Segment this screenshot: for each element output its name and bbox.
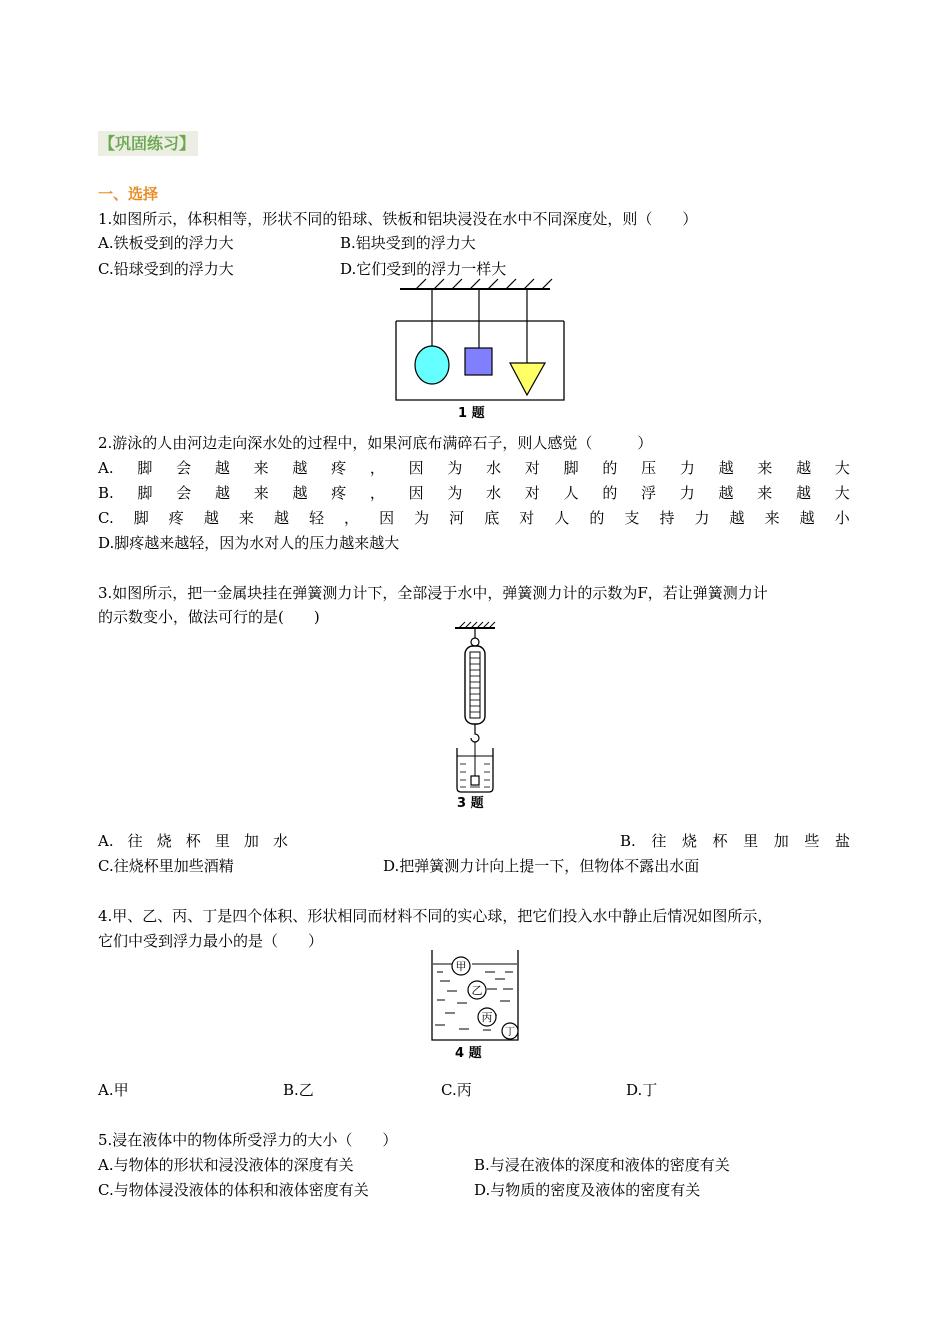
justified-char: 烧 [681,832,697,850]
q1-option-c: C.铅球受到的浮力大 [98,260,234,278]
justified-char: 往 [127,832,143,850]
justified-char: ， [369,459,385,477]
q3-stem-line2: 的示数变小，做法可行的是( ) [98,608,320,626]
justified-char: 脚 [133,509,149,527]
justified-char: 轻 [308,509,324,527]
justified-char: 疼 [331,484,347,502]
justified-char: 力 [679,459,695,477]
q1-caption: 1 题 [458,406,485,421]
justified-char: 水 [486,484,502,502]
justified-char: 支 [624,509,640,527]
justified-char: 大 [834,484,850,502]
justified-char: 往 [651,832,667,850]
justified-char: 来 [757,484,773,502]
justified-char: B. [98,484,114,502]
justified-char: 因 [408,459,424,477]
q1-option-a: A.铁板受到的浮力大 [98,234,234,252]
justified-char: B. [620,832,636,850]
justified-char: 的 [602,459,618,477]
justified-char: A. [98,832,114,850]
q4-caption: 4 题 [455,1046,482,1061]
justified-char: 对 [524,484,540,502]
q1-stem: 1.如图所示，体积相等，形状不同的铅球、铁板和铝块浸没在水中不同深度处，则（ ） [98,210,698,228]
justified-char: 越 [796,459,812,477]
q1-option-b: B.铝块受到的浮力大 [340,234,476,252]
q1-option-d: D.它们受到的浮力一样大 [340,260,507,278]
justified-char: 因 [408,484,424,502]
q3-stem-line1: 3.如图所示，把一金属块挂在弹簧测力计下，全部浸于水中，弹簧测力计的示数为F，若让弹簧测力计 [98,584,768,602]
q3-option-c: C.往烧杯里加些酒精 [98,857,234,875]
justified-char: 越 [718,459,734,477]
justified-char: 为 [447,484,463,502]
justified-char: 盐 [834,832,850,850]
q2-stem: 2.游泳的人由河边走向深水处的过程中，如果河底布满碎石子，则人感觉（ ） [98,434,653,452]
justified-char: 越 [203,509,219,527]
section-banner: 【巩固练习】 [98,131,198,156]
ball-yi-label: 乙 [471,984,483,997]
justified-char: 越 [214,484,230,502]
q4-option-d: D.丁 [626,1081,658,1099]
justified-char: 加 [243,832,259,850]
justified-char: 的 [602,484,618,502]
justified-char: 压 [641,459,657,477]
justified-char: 脚 [137,459,153,477]
justified-char: 杯 [185,832,201,850]
aluminum-cube [465,348,492,375]
justified-char: 来 [757,459,773,477]
justified-char: 为 [447,459,463,477]
q4-stem-line1: 4.甲、乙、丙、丁是四个体积、形状相同而材料不同的实心球，把它们投入水中静止后情况如图所示， [98,907,773,925]
ball-ding-label: 丁 [505,1027,515,1038]
justified-char: 为 [414,509,430,527]
justified-char: 水 [272,832,288,850]
justified-char: 疼 [331,459,347,477]
justified-char: 大 [834,459,850,477]
justified-char: ， [369,484,385,502]
justified-char: A. [98,459,114,477]
q3-caption: 3 题 [457,796,484,811]
justified-char: 水 [486,459,502,477]
lead-sphere [415,346,449,384]
q2-option-b [98,483,850,503]
justified-char: 河 [449,509,465,527]
q4-figure [425,945,525,1065]
q5-stem: 5.浸在液体中的物体所受浮力的大小（ ） [98,1131,398,1149]
justified-char: 里 [743,832,759,850]
justified-char: C. [98,509,114,527]
justified-char: 浮 [641,484,657,502]
q3-option-a [98,831,288,851]
justified-char: 会 [176,459,192,477]
justified-char: 小 [834,509,850,527]
justified-char: 来 [764,509,780,527]
q5-option-d: D.与物质的密度及液体的密度有关 [474,1181,701,1199]
justified-char: 脚 [563,459,579,477]
justified-char: 对 [519,509,535,527]
justified-char: 人 [554,509,570,527]
justified-char: 会 [176,484,192,502]
justified-char: 持 [659,509,675,527]
q3-option-b [620,831,850,851]
q4-option-a: A.甲 [98,1081,129,1099]
justified-char: 杯 [712,832,728,850]
justified-char: 越 [729,509,745,527]
justified-char: 对 [524,459,540,477]
q2-option-c [98,508,850,528]
justified-char: 些 [804,832,820,850]
q4-option-b: B.乙 [283,1081,314,1099]
justified-char: 人 [563,484,579,502]
justified-char: 烧 [156,832,172,850]
justified-char: 里 [214,832,230,850]
justified-char: 力 [679,484,695,502]
q2-option-a [98,458,850,478]
justified-char: 越 [718,484,734,502]
justified-char: 疼 [168,509,184,527]
iron-cone [510,363,545,395]
justified-char: 来 [253,484,269,502]
justified-char: 的 [589,509,605,527]
metal-block [471,776,479,785]
justified-char: 越 [292,484,308,502]
ball-jia-label: 甲 [455,960,467,973]
justified-char: 越 [799,509,815,527]
justified-char: 加 [773,832,789,850]
justified-char: 越 [273,509,289,527]
q5-option-c: C.与物体浸没液体的体积和液体密度有关 [98,1181,369,1199]
justified-char: 越 [214,459,230,477]
q4-option-c: C.丙 [441,1081,472,1099]
justified-char: 底 [484,509,500,527]
q3-figure [445,620,505,812]
justified-char: 越 [292,459,308,477]
q3-option-d: D.把弹簧测力计向上提一下，但物体不露出水面 [383,857,700,875]
justified-char: 力 [694,509,710,527]
q1-figure [390,276,570,424]
q2-option-d: D.脚疼越来越轻，因为水对人的压力越来越大 [98,534,400,552]
justified-char: 来 [253,459,269,477]
justified-char: ， [344,509,360,527]
q5-option-b: B.与浸在液体的深度和液体的密度有关 [474,1156,730,1174]
q4-stem-line2: 它们中受到浮力最小的是（ ） [98,932,324,950]
justified-char: 脚 [137,484,153,502]
ball-bing-label: 丙 [481,1011,493,1024]
section-title: 一、选择 [98,185,159,203]
justified-char: 来 [238,509,254,527]
justified-char: 越 [796,484,812,502]
q5-option-a: A.与物体的形状和浸没液体的深度有关 [98,1156,354,1174]
justified-char: 因 [379,509,395,527]
